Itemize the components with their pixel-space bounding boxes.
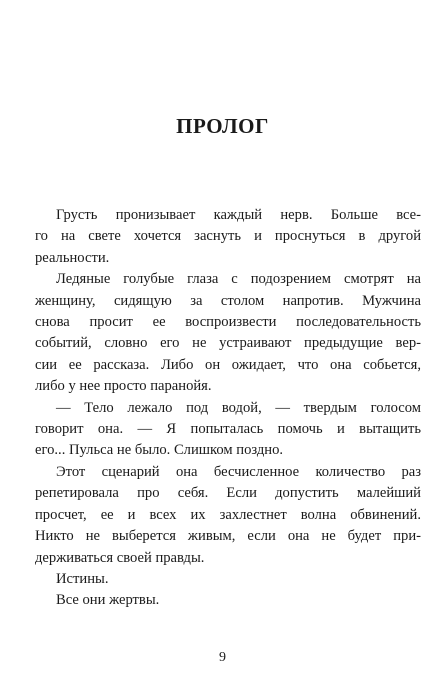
text-line: Этот сценарий она бесчисленное количество раз [56,463,421,480]
text-line: го на свете хочется заснуть и проснуться в другой [35,228,421,245]
text-line: просчет, ее и всех их захлестнет волна обвинений. [35,506,421,523]
text-line: либо у нее просто паранойя. [35,378,212,395]
text-line: его... Пульса не было. Слишком поздно. [35,442,284,459]
text-line: Ледяные голубые глаза с подозрением смотрят на [56,271,421,288]
text-line: держиваться своей правды. [35,549,205,566]
text-line: репетировала про себя. Если допустить малейший [35,485,421,502]
text-line: говорит она. — Я попыталась помочь и вытащить [35,421,421,438]
text-line: сии ее рассказа. Либо он ожидает, что она собьется, [35,356,421,373]
text-line: снова просит ее воспроизвести последовательность [35,314,421,331]
text-line: — Тело лежало под водой, — твердым голосом [56,399,421,416]
text-line: реальности. [35,249,110,266]
page-number: 9 [219,650,226,665]
text-line: событий, словно его не устраивают предыдущие вер- [35,335,421,352]
chapter-body [35,205,421,612]
text-line: женщину, сидящую за столом напротив. Мужчина [35,292,421,309]
text-line: Грусть пронизывает каждый нерв. Больше все- [56,207,421,223]
text-line: Все они жертвы. [56,592,160,609]
text-line: Истины. [56,570,109,587]
chapter-title: ПРОЛОГ [176,114,269,138]
text-line: Никто не выберется живым, если она не будет при- [35,528,421,545]
